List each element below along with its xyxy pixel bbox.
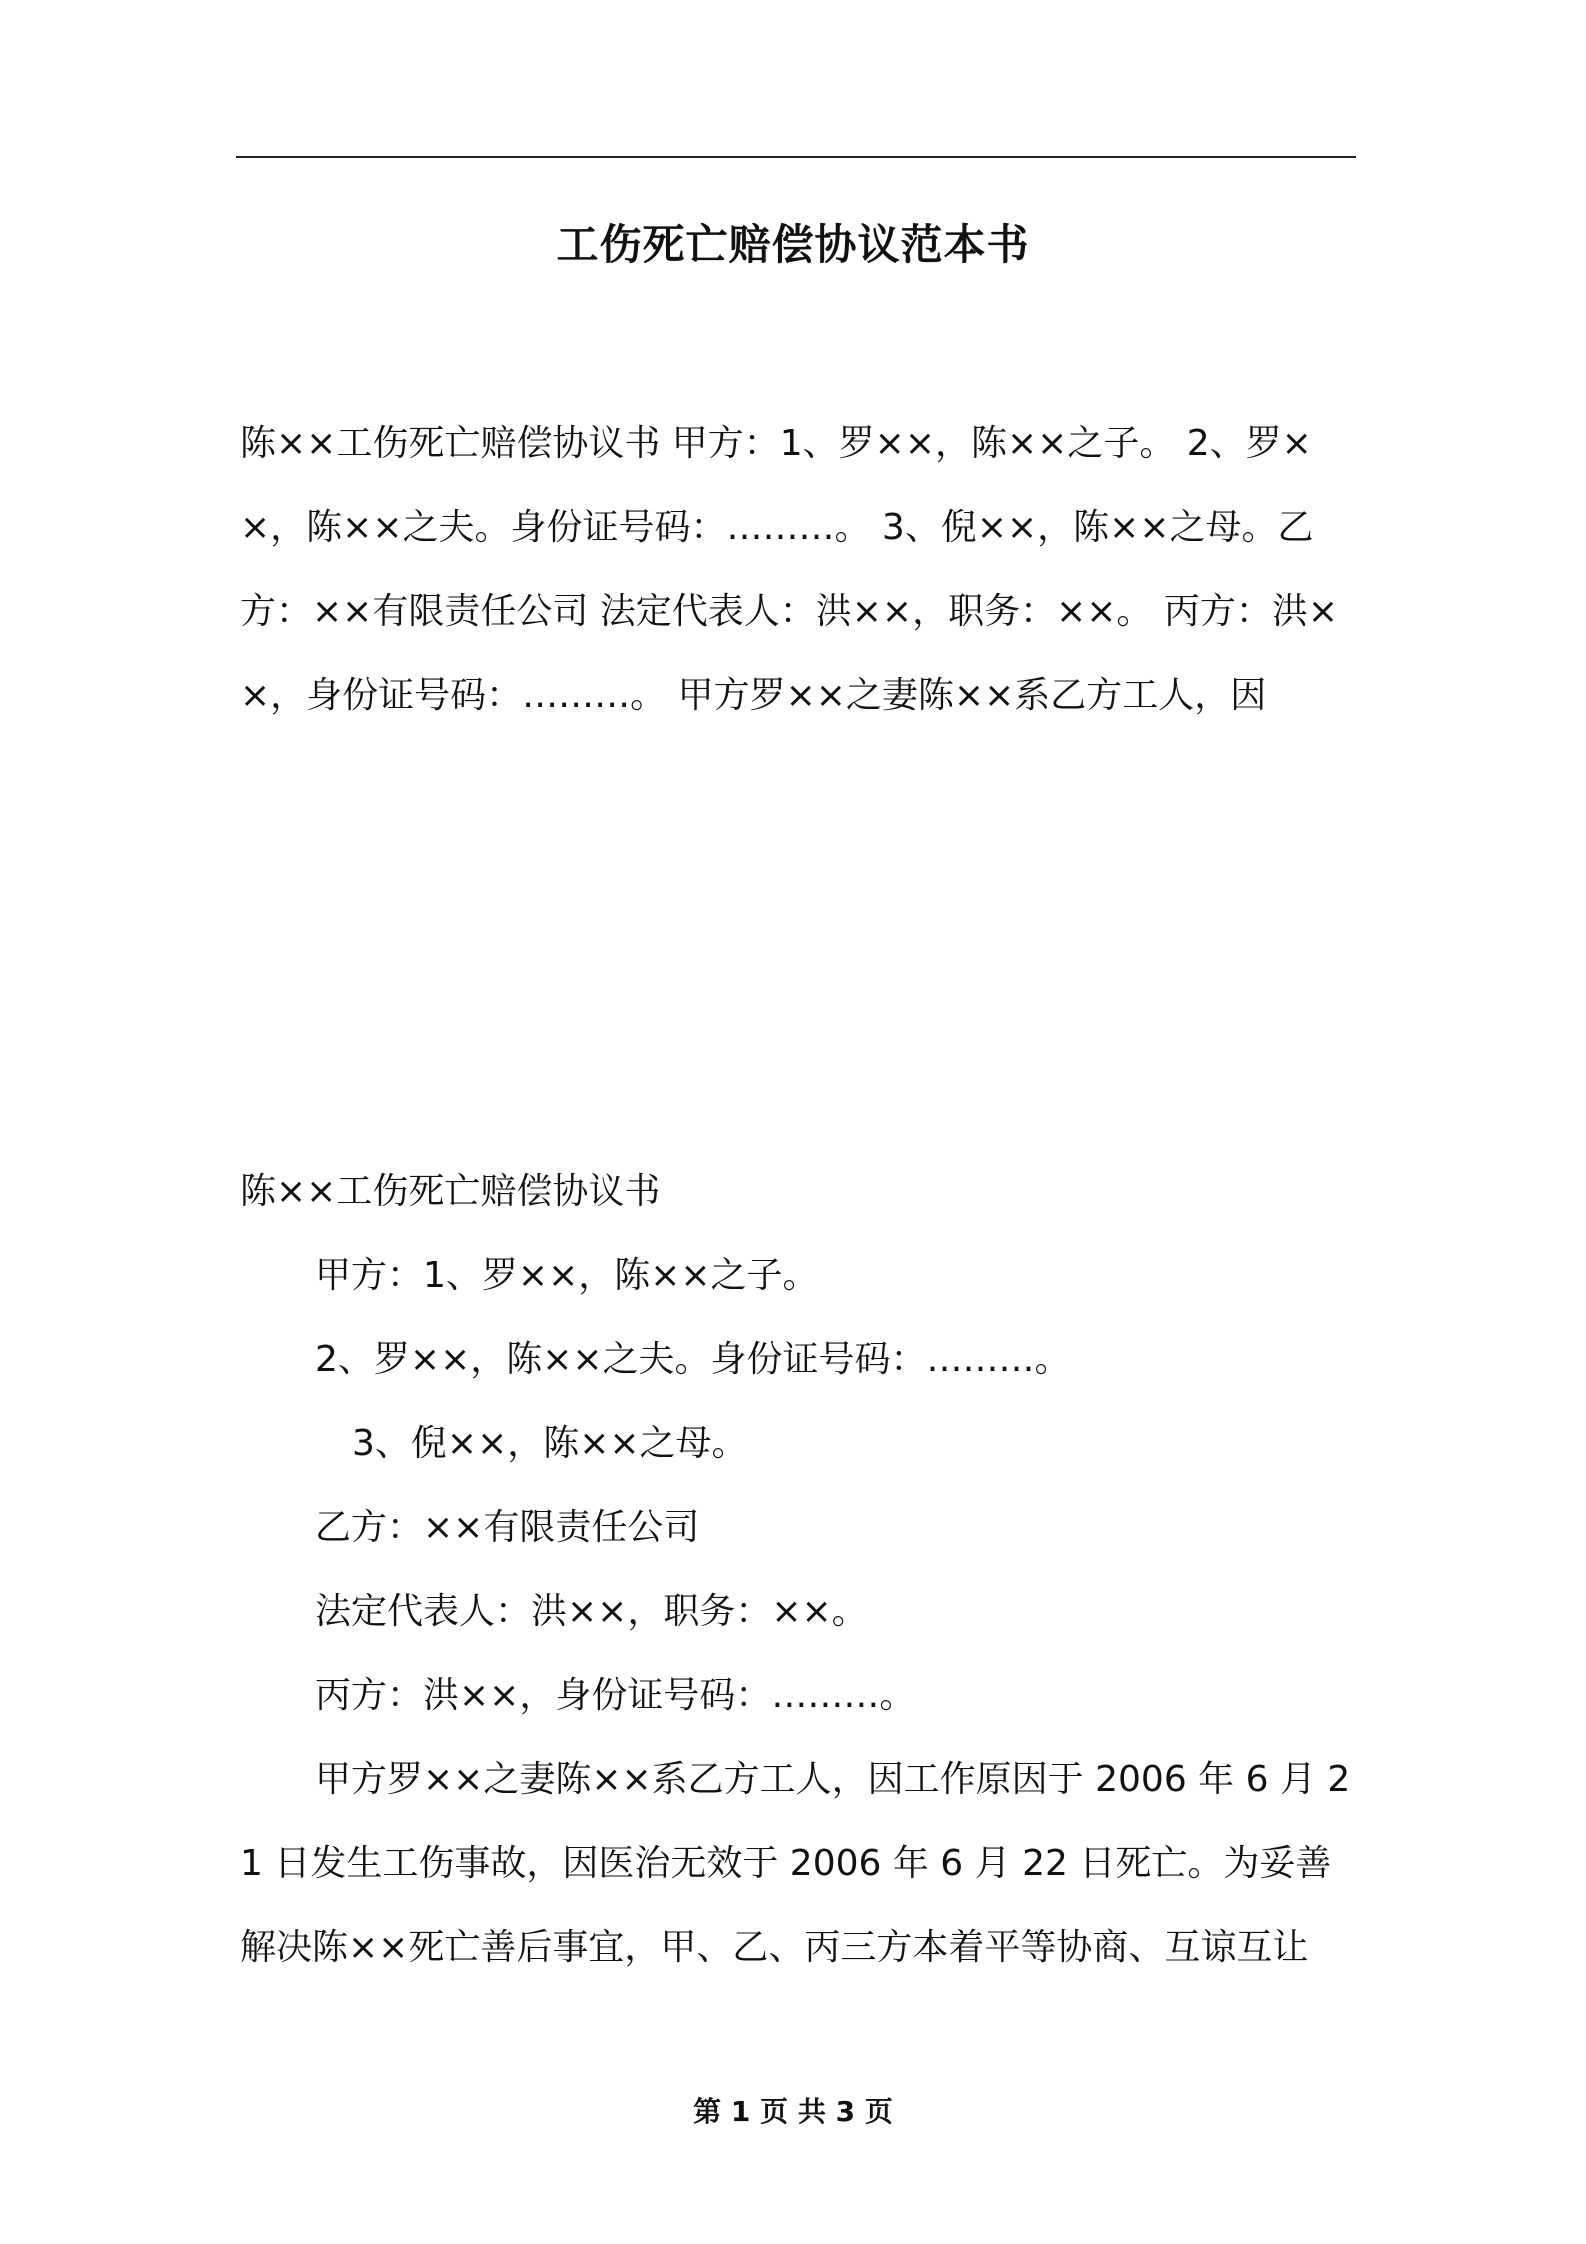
party-c-line: 丙方：洪××，身份证号码：………。 [315, 1675, 916, 1716]
document-title: 工伤死亡赔偿协议范本书 [556, 220, 1030, 269]
party-a-line-1: 甲方：1、罗××，陈××之子。 [315, 1255, 819, 1296]
agreement-paragraph: 甲方罗××之妻陈××系乙方工人，因工作原因于 2006 年 6 月 21 日发生工伤事故，因医治无效于 2006 年 6 月 22 日死亡。为妥善解决陈××死亡善后事宜，甲、乙、丙三方本着平等协商、互谅互让 [240, 1759, 1351, 1968]
summary-paragraph: 陈××工伤死亡赔偿协议书 甲方：1、罗××，陈××之子。 2、罗××，陈××之夫。身份证号码：………。 3、倪××，陈××之母。乙方：××有限责任公司 法定代表人：洪××，职务：××。 丙方：洪××，身份证号码：………。 甲方罗××之妻陈××系乙方工人，因 [240, 423, 1339, 716]
legal-representative-line: 法定代表人：洪××，职务：××。 [315, 1591, 868, 1632]
agreement-heading: 陈××工伤死亡赔偿协议书 [240, 1171, 661, 1212]
party-a-line-3: 3、倪××，陈××之母。 [352, 1423, 748, 1464]
party-a-line-2: 2、罗××，陈××之夫。身份证号码：………。 [315, 1339, 1071, 1380]
party-b-line: 乙方：××有限责任公司 [315, 1507, 700, 1548]
header-divider [236, 156, 1356, 158]
page-footer: 第 1 页 共 3 页 [693, 2095, 893, 2128]
agreement-body [240, 1150, 1360, 1990]
